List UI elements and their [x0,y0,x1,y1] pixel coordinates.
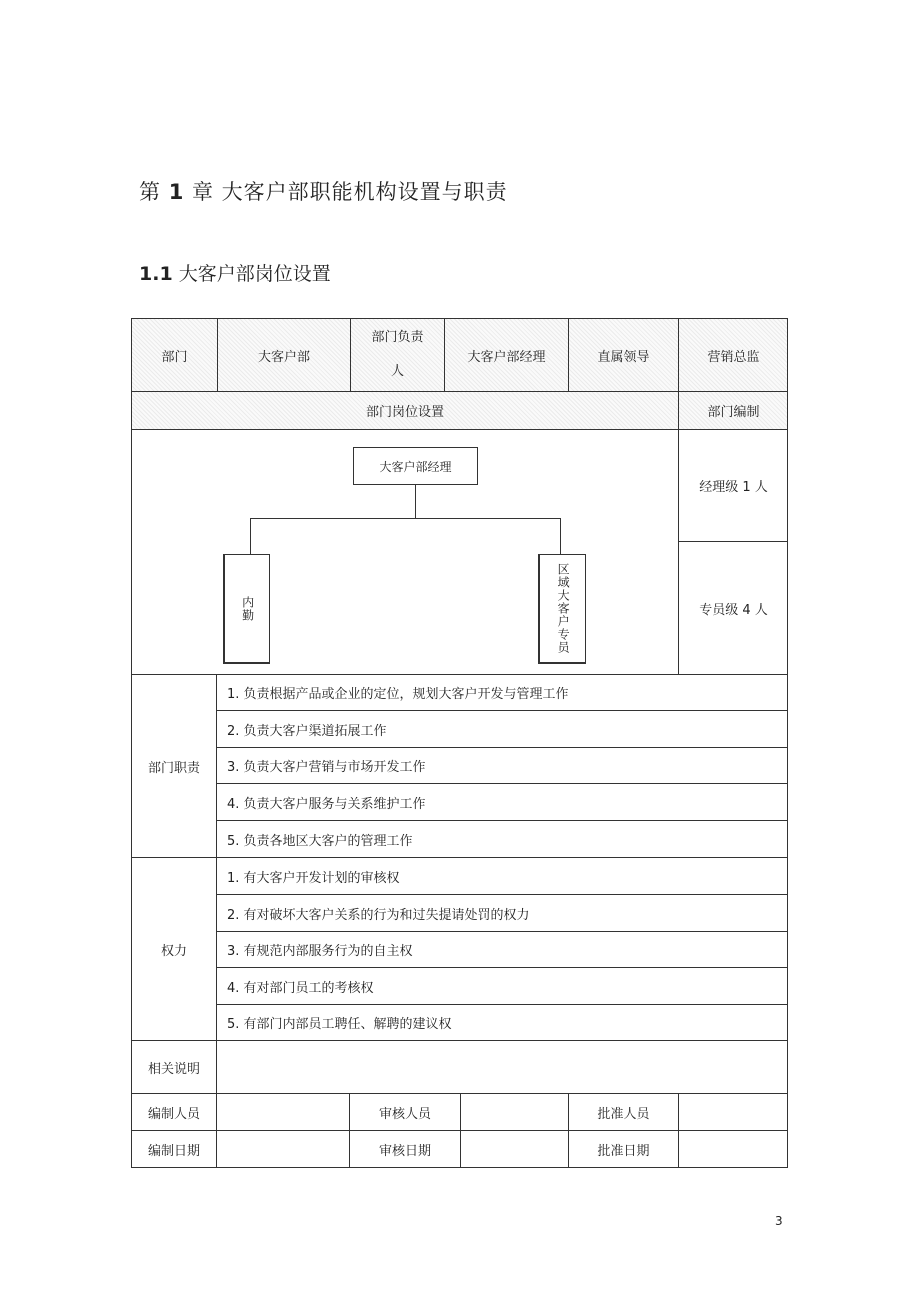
leader-label-line1: 部门负责 [371,330,424,345]
power-item: 2. 有对破坏大客户关系的行为和过失提请处罚的权力 [216,894,788,931]
powers-label: 权力 [131,857,216,1040]
dept-label: 部门 [131,318,217,391]
duty-item: 1. 负责根据产品或企业的定位，规划大客户开发与管理工作 [216,674,788,710]
superior-label: 直属领导 [568,318,678,391]
notes-label: 相关说明 [131,1040,216,1093]
duty-item: 5. 负责各地区大客户的管理工作 [216,820,788,857]
power-item: 3. 有规范内部服务行为的自主权 [216,931,788,967]
staffing-manager: 经理级 1 人 [678,429,788,541]
duty-item: 2. 负责大客户渠道拓展工作 [216,710,788,747]
org-top-box: 大客户部经理 [353,447,478,485]
org-left-label: 内勤 [240,595,255,622]
table-frame [131,318,788,1168]
positions-label: 部门岗位设置 [131,391,678,429]
org-right-label: 区域大客户专员 [556,563,571,654]
reviewer-label: 审核人员 [349,1093,460,1130]
approve-date-label: 批准日期 [568,1130,678,1168]
power-item: 1. 有大客户开发计划的审核权 [216,857,788,894]
chapter-text: 章 大客户部职能机构设置与职责 [192,180,508,204]
section-title [139,259,331,286]
leader-label-line2: 人 [390,364,404,379]
staffing-specialist: 专员级 4 人 [678,541,788,674]
dept-table [131,318,788,1168]
section-text: 大客户部岗位设置 [178,263,331,285]
review-date-label: 审核日期 [349,1130,460,1168]
page-number: 3 [775,1214,783,1228]
duty-item: 3. 负责大客户营销与市场开发工作 [216,747,788,783]
power-item: 4. 有对部门员工的考核权 [216,967,788,1004]
chapter-number: 1 [168,180,185,204]
duty-item: 4. 负责大客户服务与关系维护工作 [216,783,788,820]
power-item: 5. 有部门内部员工聘任、解聘的建议权 [216,1004,788,1040]
staffing-label: 部门编制 [678,391,788,429]
editor-label: 编制人员 [131,1093,216,1130]
dept-value: 大客户部 [217,318,350,391]
section-number: 1.1 [139,263,173,285]
chapter-title [139,176,508,206]
chapter-prefix: 第 [139,180,161,204]
leader-value: 大客户部经理 [444,318,568,391]
duties-label: 部门职责 [131,674,216,857]
approver-label: 批准人员 [568,1093,678,1130]
superior-value: 营销总监 [678,318,788,391]
edit-date-label: 编制日期 [131,1130,216,1168]
